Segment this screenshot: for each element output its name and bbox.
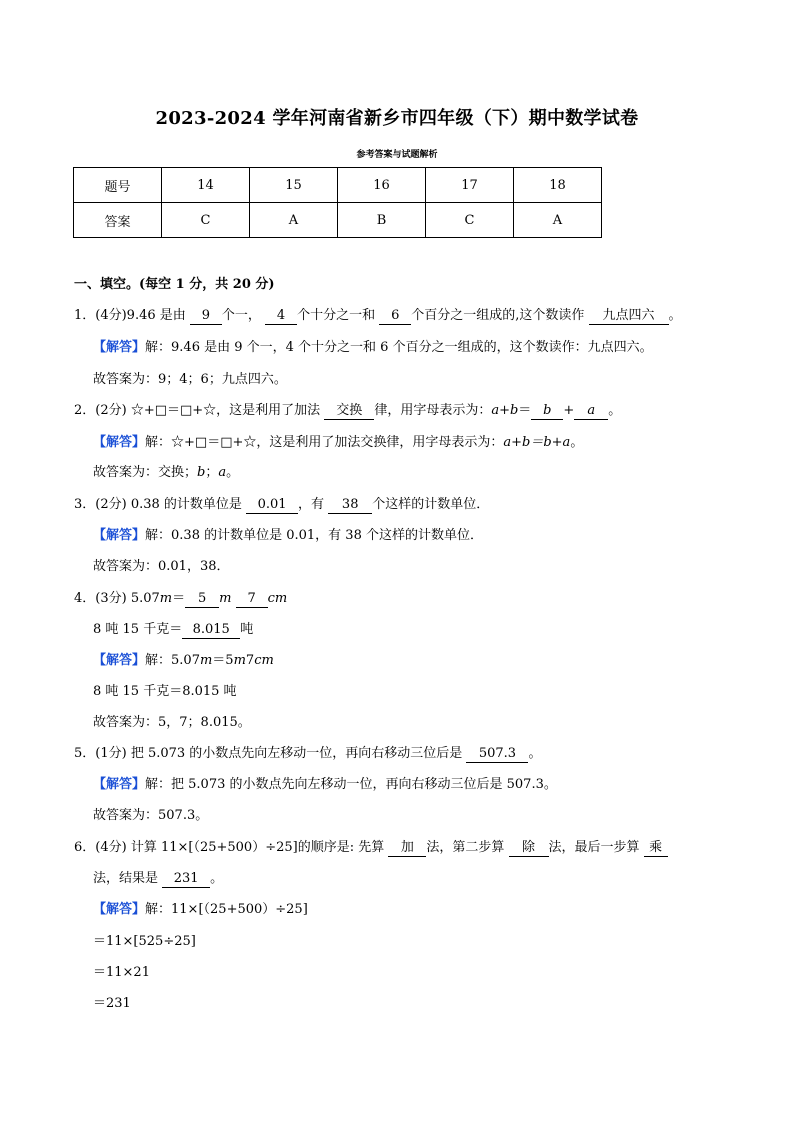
question-4 [74, 589, 287, 609]
solution-tag: 【解答】 [93, 340, 146, 355]
solution-step: ＝231 [93, 996, 131, 1011]
table-cell: C [162, 203, 250, 238]
solution-tag: 【解答】 [93, 777, 146, 792]
unit-text: m [233, 653, 246, 668]
answer-text: 。 [226, 465, 240, 480]
table-cell: 16 [338, 168, 426, 203]
question-text: 。 [528, 746, 542, 761]
answer-blank: 交换 [324, 403, 374, 420]
question-text: 法，最后一步算 [548, 840, 640, 855]
question-text: 。 [608, 403, 622, 418]
answer-blank: 4 [265, 308, 297, 325]
solution-text: 解：0.38 的计数单位是 0.01，有 38 个这样的计数单位． [145, 528, 483, 543]
answer-blank: 5 [185, 591, 219, 608]
question-2 [74, 401, 621, 421]
question-text: 。 [668, 308, 682, 323]
question-text: 5．(1分) 把 5.073 的小数点先向左移动一位，再向右移动三位后是 [74, 746, 463, 761]
table-cell: 17 [426, 168, 514, 203]
formula-text: + [563, 403, 575, 418]
table-cell: 15 [250, 168, 338, 203]
table-cell: A [250, 203, 338, 238]
unit-text: m [159, 591, 173, 606]
question-6-line-2 [93, 869, 223, 889]
answer-text: 故答案为：交换； [93, 465, 198, 480]
solution-text: 。 [570, 435, 584, 450]
question-4-line-2 [93, 620, 253, 640]
blank-value: a [587, 403, 596, 418]
section-heading: 一、填空。(每空 1 分，共 20 分) [74, 277, 275, 292]
unit-text: cm [254, 653, 274, 668]
question-text: 法，第二步算 [426, 840, 505, 855]
question-text: 2．(2分) ☆+□＝□+☆，这是利用了加法 [74, 403, 321, 418]
solution-text: 7 [245, 653, 255, 668]
solution-4 [93, 651, 274, 671]
formula-text: ＝ [518, 403, 532, 418]
solution-2 [93, 433, 583, 453]
answer-blank: 9 [190, 308, 222, 325]
answer-blank: 0.01 [246, 497, 298, 514]
table-cell: 14 [162, 168, 250, 203]
question-text: 个十分之一和 [297, 308, 376, 323]
question-text: 4．(3分) 5.07 [74, 591, 160, 606]
solution-text: 解：5.07 [145, 653, 200, 668]
answer-text: ； [205, 465, 219, 480]
table-cell: 18 [514, 168, 602, 203]
formula-text: a+b＝b+a [503, 435, 571, 450]
question-text: 8 吨 15 千克＝ [93, 622, 183, 637]
question-1 [74, 306, 682, 326]
solution-text: 解：把 5.073 的小数点先向左移动一位，再向右移动三位后是 507.3。 [145, 777, 557, 792]
table-cell: 答案 [74, 203, 162, 238]
page-title: 2023-2024 学年河南省新乡市四年级（下）期中数学试卷 [155, 108, 639, 129]
question-5 [74, 744, 541, 764]
solution-step: ＝11×[525÷25] [93, 934, 196, 949]
answer-blank: 九点四六 [589, 308, 669, 325]
blank-value: b [543, 403, 552, 418]
table-row [74, 168, 602, 203]
question-text: 6．(4分) 计算 11×[（25+500）÷25]的顺序是: 先算 [74, 840, 385, 855]
question-text: 1．(4分)9.46 是由 [74, 308, 186, 323]
solution-tag: 【解答】 [93, 902, 146, 917]
solution-text: ＝5 [212, 653, 234, 668]
solution-4-line-2: 8 吨 15 千克＝8.015 吨 [93, 684, 237, 699]
table-cell: 题号 [74, 168, 162, 203]
solution-3 [93, 526, 483, 546]
answer-blank: 乘 [644, 840, 668, 857]
solution-tag: 【解答】 [93, 435, 146, 450]
answer-blank: 231 [162, 871, 210, 888]
unit-text: m [219, 591, 232, 606]
question-text: 吨 [240, 622, 254, 637]
question-text: 个这样的计数单位． [372, 497, 490, 512]
question-text: 个一， [221, 308, 261, 323]
solution-5 [93, 775, 557, 795]
answer-blank [574, 403, 608, 420]
answer-blank: 除 [509, 840, 549, 857]
answer-text: a [218, 465, 227, 480]
question-6 [74, 838, 668, 858]
solution-1 [93, 338, 653, 358]
page-subtitle: 参考答案与试题解析 [356, 150, 438, 160]
question-text: 3．(2分) 0.38 的计数单位是 [74, 497, 242, 512]
question-text: ＝ [172, 591, 186, 606]
solution-text: 解：☆+□＝□+☆，这是利用了加法交换律，用字母表示为： [145, 435, 504, 450]
question-text: 律，用字母表示为： [374, 403, 492, 418]
solution-text: 解：11×[（25+500）÷25] [145, 902, 308, 917]
question-text: 个百分之一组成的,这个数读作 [411, 308, 585, 323]
solution-tag: 【解答】 [93, 653, 146, 668]
answer-blank: 6 [379, 308, 411, 325]
unit-text: cm [267, 591, 288, 606]
answer-blank [531, 403, 563, 420]
answer-line-2 [93, 463, 239, 483]
question-text: 法，结果是 [93, 871, 159, 886]
solution-6 [93, 900, 308, 920]
formula-text: a+b [491, 403, 519, 418]
table-cell: B [338, 203, 426, 238]
answer-blank: 加 [388, 840, 426, 857]
answer-blank: 7 [236, 591, 268, 608]
solution-text: 解：9.46 是由 9 个一，4 个十分之一和 6 个百分之一组成的，这个数读作：九点四六。 [145, 340, 653, 355]
question-text: 。 [210, 871, 224, 886]
solution-tag: 【解答】 [93, 528, 146, 543]
question-text: ，有 [298, 497, 325, 512]
answer-table [73, 167, 602, 238]
answer-line-1: 故答案为：9；4；6；九点四六。 [93, 372, 287, 387]
answer-line-5: 故答案为：507.3。 [93, 808, 209, 823]
answer-blank: 507.3 [466, 746, 528, 763]
answer-line-4: 故答案为：5，7；8.015。 [93, 715, 251, 730]
answer-line-3: 故答案为：0.01，38． [93, 559, 230, 574]
answer-text: b [197, 465, 206, 480]
table-row [74, 203, 602, 238]
question-3 [74, 495, 489, 515]
solution-step: ＝11×21 [93, 965, 150, 980]
table-cell: A [514, 203, 602, 238]
table-cell: C [426, 203, 514, 238]
answer-blank: 8.015 [182, 622, 240, 639]
unit-text: m [199, 653, 213, 668]
answer-blank: 38 [328, 497, 372, 514]
